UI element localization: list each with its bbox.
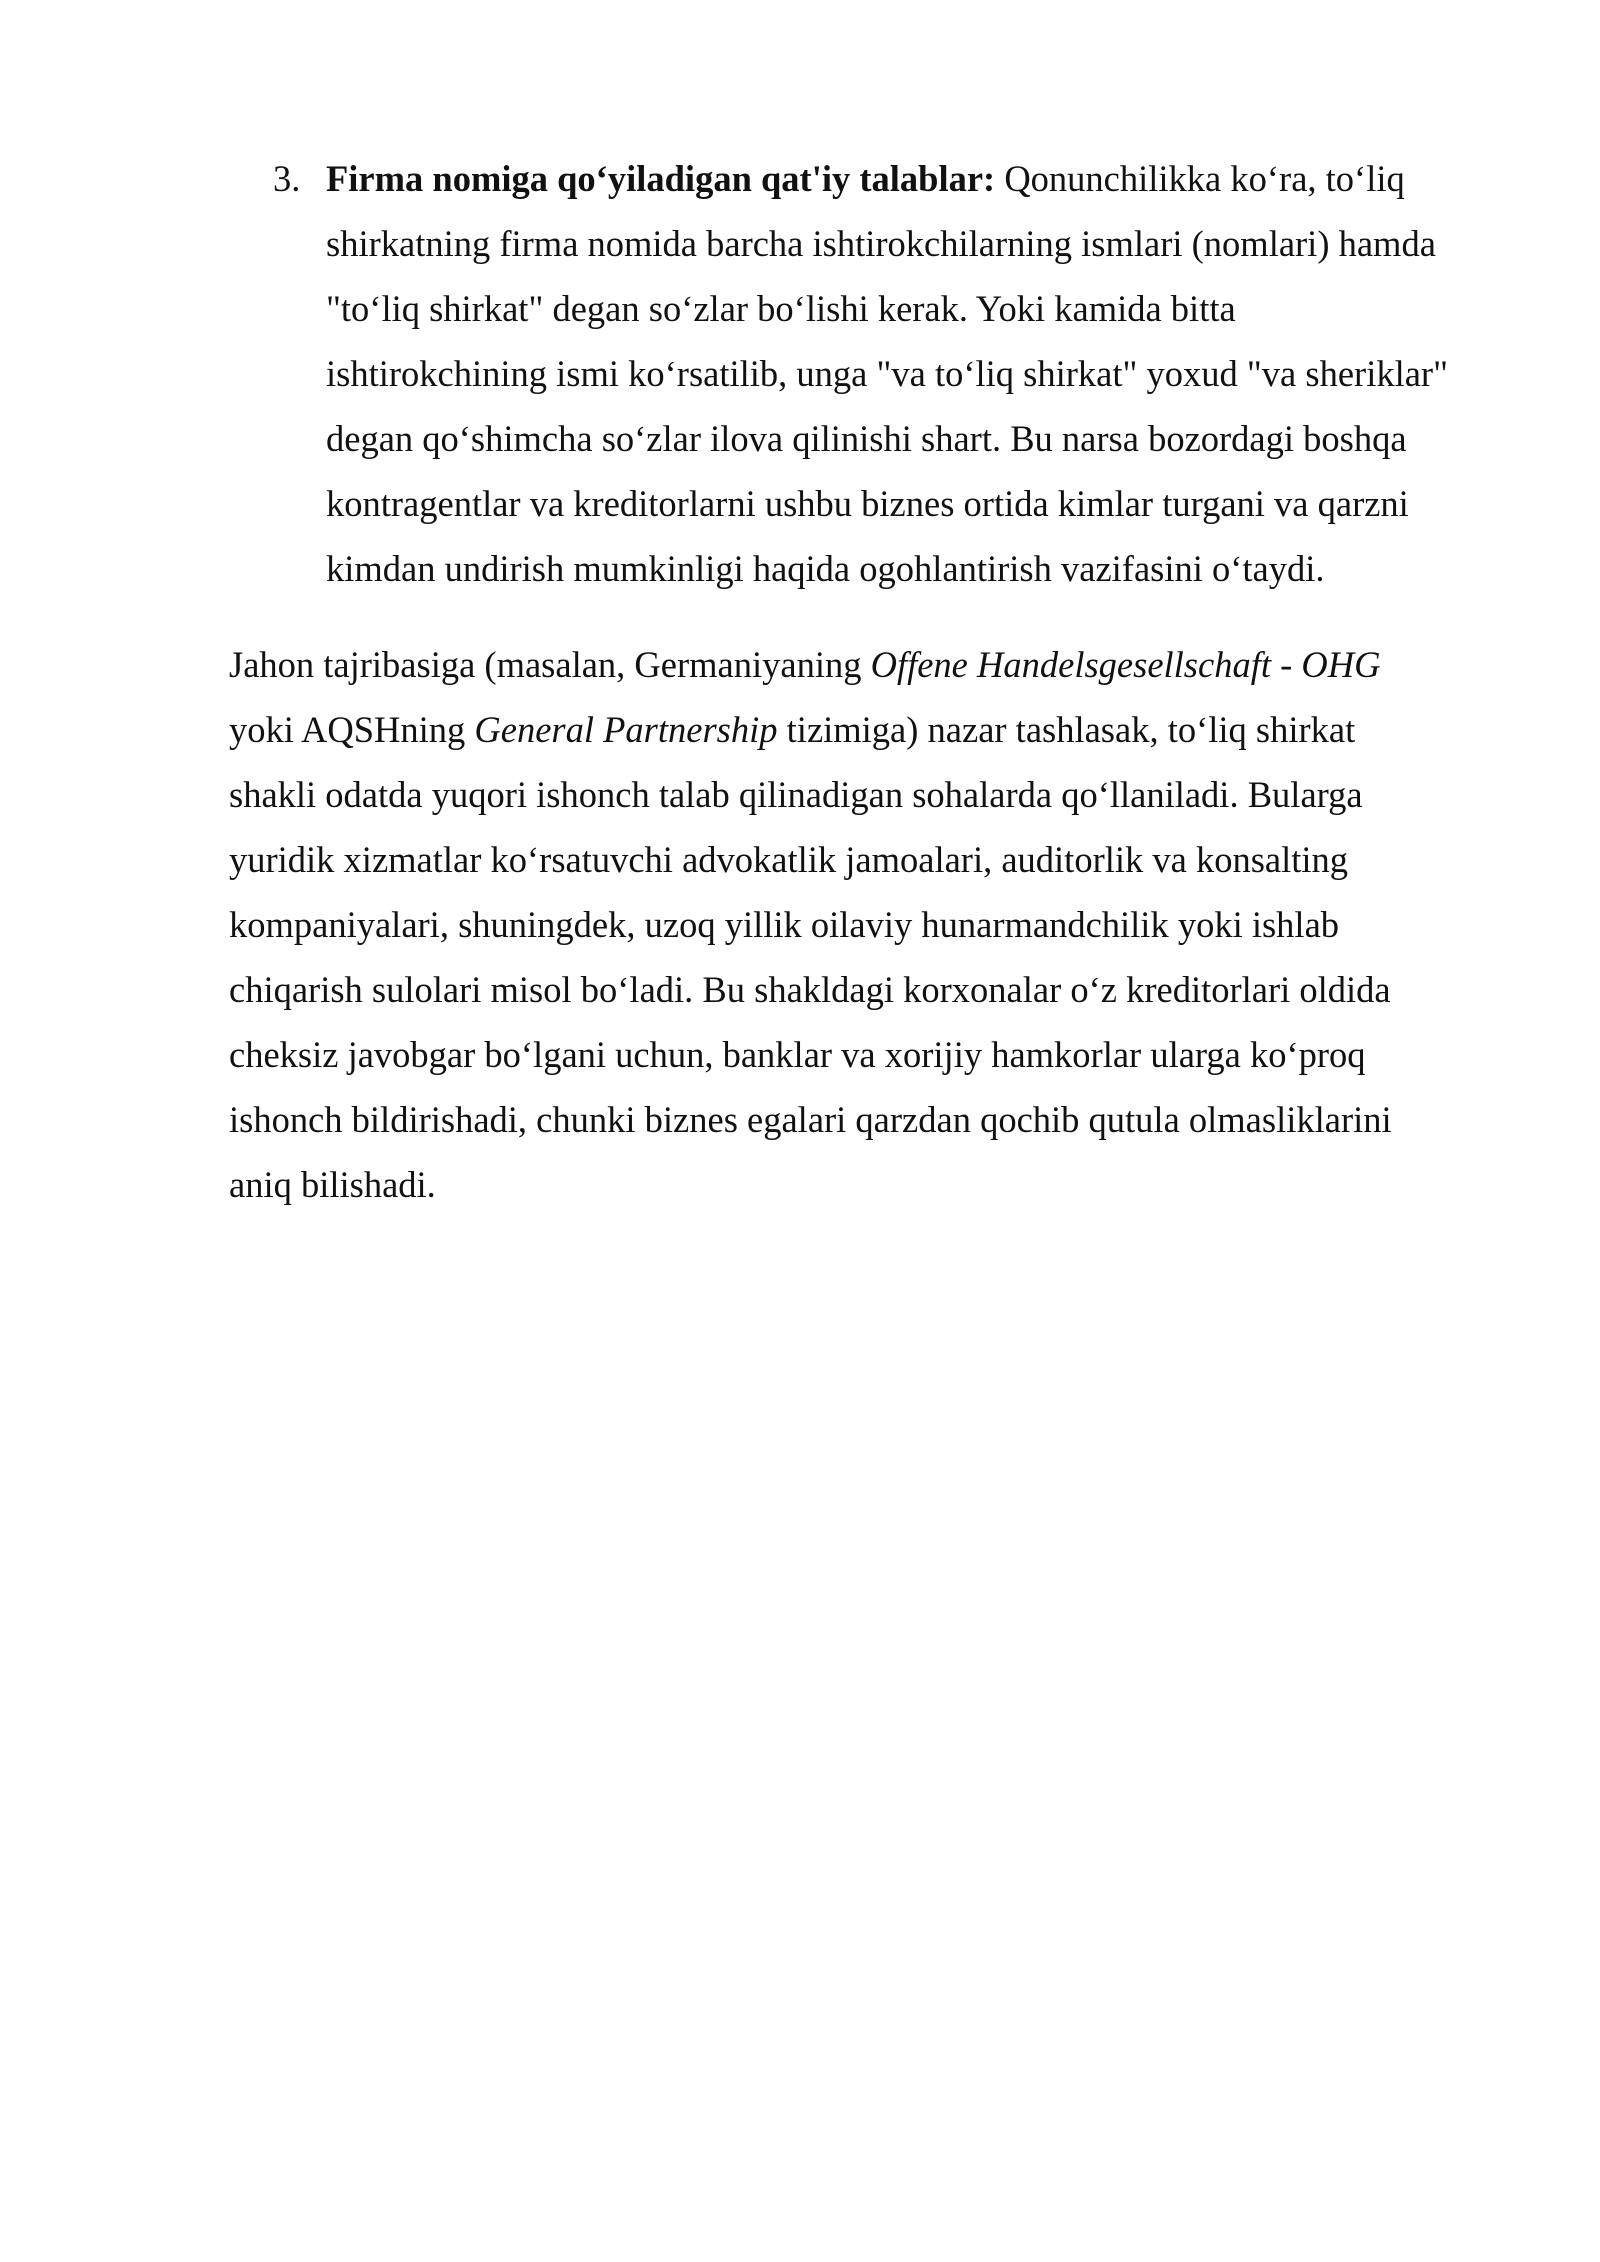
paragraph-line: cheksiz javobgar bo‘lgani uchun, banklar va xorijiy hamkorlar ularga ko‘proq bbox=[229, 1034, 1366, 1075]
italic-term: Offene Handelsgesellschaft - OHG bbox=[870, 644, 1381, 685]
list-line-text: Qonunchilikka ko‘ra, to‘liq bbox=[995, 158, 1405, 199]
list-line: ishtirokchining ismi ko‘rsatilib, unga "va to‘liq shirkat" yoxud "va sheriklar" bbox=[326, 353, 1448, 394]
paragraph-line: ishonch bildirishadi, chunki biznes egalari qarzdan qochib qutula olmasliklarini bbox=[229, 1099, 1392, 1140]
list-line: shirkatning firma nomida barcha ishtirokchilarning ismlari (nomlari) hamda bbox=[326, 223, 1436, 264]
paragraph-line: shakli odatda yuqori ishonch talab qilinadigan sohalarda qo‘llaniladi. Bularga bbox=[229, 774, 1363, 815]
paragraph-text: yoki AQSHning bbox=[229, 709, 475, 750]
paragraph-text: Jahon tajribasiga (masalan, Germaniyaning bbox=[229, 644, 871, 685]
list-item-body bbox=[326, 146, 1503, 601]
list-line: kontragentlar va kreditorlarni ushbu biznes ortida kimlar turgani va qarzni bbox=[326, 483, 1409, 524]
paragraph-line bbox=[229, 632, 1469, 697]
list-line: "to‘liq shirkat" degan so‘zlar bo‘lishi kerak. Yoki kamida bitta bbox=[326, 288, 1236, 329]
list-line bbox=[326, 146, 1503, 211]
paragraph-line bbox=[229, 697, 1469, 762]
list-item-heading: Firma nomiga qo‘yiladigan qat'iy talablar: bbox=[326, 158, 996, 199]
paragraph-line: kompaniyalari, shuningdek, uzoq yillik oilaviy hunarmandchilik yoki ishlab bbox=[229, 904, 1340, 945]
paragraph-line: yuridik xizmatlar ko‘rsatuvchi advokatlik jamoalari, auditorlik va konsalting bbox=[229, 839, 1349, 880]
paragraph-text: tizimiga) nazar tashlasak, to‘liq shirkat bbox=[777, 709, 1356, 750]
list-line: kimdan undirish mumkinligi haqida ogohlantirish vazifasini o‘taydi. bbox=[326, 548, 1325, 589]
paragraph-line: chiqarish sulolari misol bo‘ladi. Bu shakldagi korxonalar o‘z kreditorlari oldida bbox=[229, 969, 1391, 1010]
numbered-list-item bbox=[273, 146, 1503, 601]
list-line: degan qo‘shimcha so‘zlar ilova qilinishi shart. Bu narsa bozordagi boshqa bbox=[326, 418, 1407, 459]
paragraph-line: aniq bilishadi. bbox=[229, 1164, 436, 1205]
body-paragraph bbox=[229, 632, 1469, 1217]
italic-term: General Partnership bbox=[474, 709, 778, 750]
list-number: 3. bbox=[273, 158, 301, 199]
